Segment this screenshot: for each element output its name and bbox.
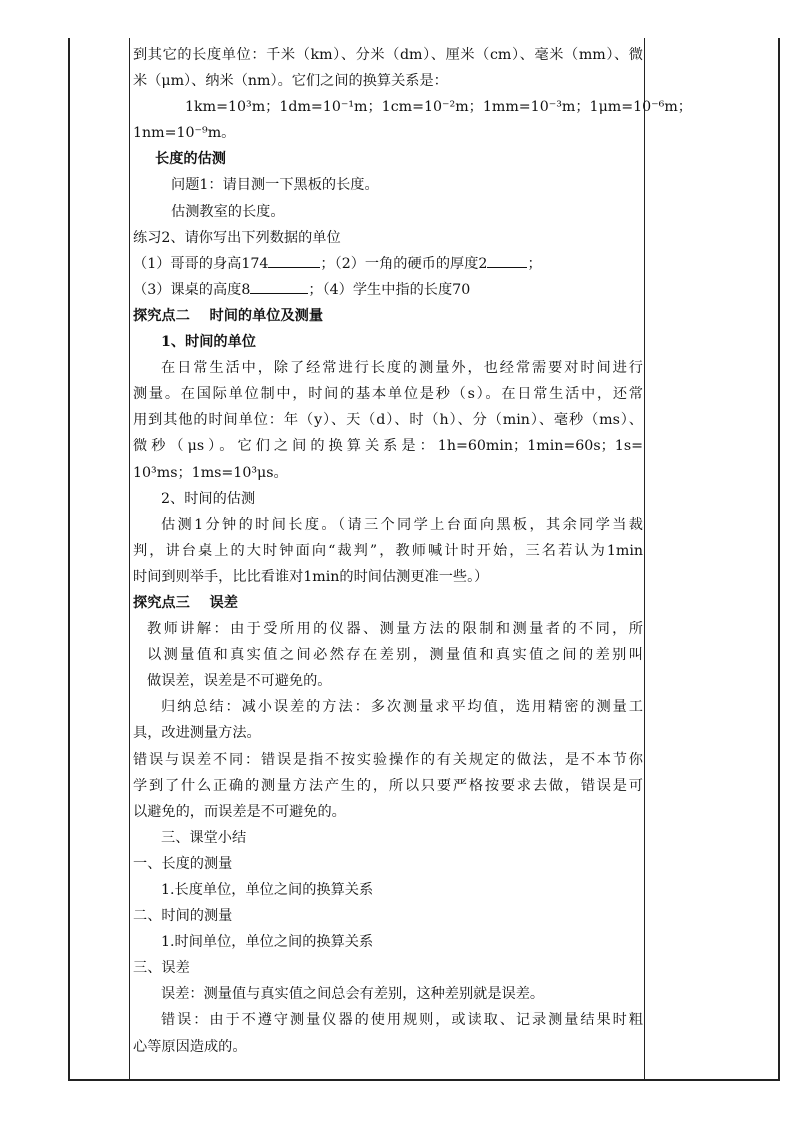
text-line: 错误与误差不同：错误是指不按实验操作的有关规定的做法，是不本节你 (133, 751, 643, 768)
text-line: 测量。在国际单位制中，时间的基本单位是秒（s）。在日常生活中，还常 (133, 386, 643, 403)
exercise-item: ；（4）学生中指的长度70 (308, 281, 471, 298)
text-line: 误差：测量值与真实值之间总会有差别，这种差别就是误差。 (161, 986, 545, 1003)
text-line: 以测量值和真实值之间必然存在差别，测量值和真实值之间的差别叫 (147, 647, 643, 664)
table-left-column (70, 38, 130, 1079)
summary-subitem: 1.长度单位，单位之间的换算关系 (161, 882, 374, 898)
exercise-item: （3）课桌的高度8 (133, 281, 251, 298)
answer-blank[interactable] (487, 253, 527, 268)
text-line: 归纳总结：减小误差的方法：多次测量求平均值，选用精密的测量工 (161, 699, 643, 716)
text-line: 用到其他的时间单位：年（y）、天（d）、时（h）、分（min）、毫秒（ms）、 (133, 412, 643, 429)
exercise-title: 练习2、请你写出下列数据的单位 (133, 229, 341, 246)
summary-item: 二、时间的测量 (133, 908, 233, 925)
summary-item: 一、长度的测量 (133, 855, 233, 872)
summary-item: 三、误差 (133, 960, 190, 977)
section-heading: 长度的估测 (155, 151, 226, 168)
exercise-item: （1）哥哥的身高174 (133, 255, 269, 272)
answer-blank[interactable] (250, 279, 308, 294)
text-line: 心等原因造成的。 (133, 1038, 247, 1055)
text-line: 估测教室的长度。 (171, 203, 285, 220)
summary-heading: 三、课堂小结 (161, 829, 247, 846)
text-line: 以避免的，而误差是不可避免的。 (133, 803, 346, 820)
exercise-line (133, 251, 643, 277)
text-line: 教师讲解：由于受所用的仪器、测量方法的限制和测量者的不同，所 (147, 621, 643, 638)
text-line: 做误差，误差是不可避免的。 (147, 673, 332, 690)
answer-blank[interactable] (268, 253, 320, 268)
section-heading: 探究点二 时间的单位及测量 (133, 307, 324, 324)
text-line: 在日常生活中，除了经常进行长度的测量外，也经常需要对时间进行 (161, 360, 643, 377)
text-line: 估测1分钟的时间长度。（请三个同学上台面向黑板，其余同学当裁 (161, 516, 643, 533)
unit-conversion-line: 1km=10³m；1dm=10⁻¹m；1cm=10⁻²m；1mm=10⁻³m；1μm=10⁻⁶m； (185, 99, 692, 116)
unit-conversion-line: 1nm=10⁻⁹m。 (133, 125, 236, 142)
text-line: 微秒（μs）。它们之间的换算关系是：1h=60min；1min=60s；1s= (133, 438, 643, 455)
text-line: 10³ms；1ms=10³μs。 (133, 464, 288, 481)
lesson-content (133, 42, 692, 1060)
section-heading: 探究点三 误差 (133, 594, 238, 611)
text-line: 具，改进测量方法。 (133, 725, 261, 742)
text-line: 判，讲台桌上的大时钟面向“裁判”，教师喊计时开始，三名若认为1min (133, 542, 643, 559)
exercise-item: ； (527, 255, 542, 272)
text-line: 时间到则举手，比比看谁对1min的时间估测更准一些。） (133, 568, 489, 585)
subsection-heading: 2、时间的估测 (161, 490, 256, 507)
exercise-item: ；（2）一角的硬币的厚度2 (320, 255, 488, 272)
summary-subitem: 1.时间单位，单位之间的换算关系 (161, 934, 374, 951)
lesson-table (68, 38, 780, 1081)
text-line: 问题1：请目测一下黑板的长度。 (171, 177, 379, 194)
text-line: 错误：由于不遵守测量仪器的使用规则，或读取、记录测量结果时粗 (161, 1012, 643, 1029)
table-right-column (644, 38, 778, 1079)
exercise-line (133, 277, 643, 303)
text-line: 米（μm）、纳米（nm）。它们之间的换算关系是： (133, 73, 448, 90)
subsection-heading: 1、时间的单位 (161, 334, 256, 351)
text-line: 到其它的长度单位：千米（km）、分米（dm）、厘米（cm）、毫米（mm）、微 (133, 47, 643, 63)
text-line: 学到了什么正确的测量方法产生的，所以只要严格按要求去做，错误是可 (133, 777, 643, 794)
